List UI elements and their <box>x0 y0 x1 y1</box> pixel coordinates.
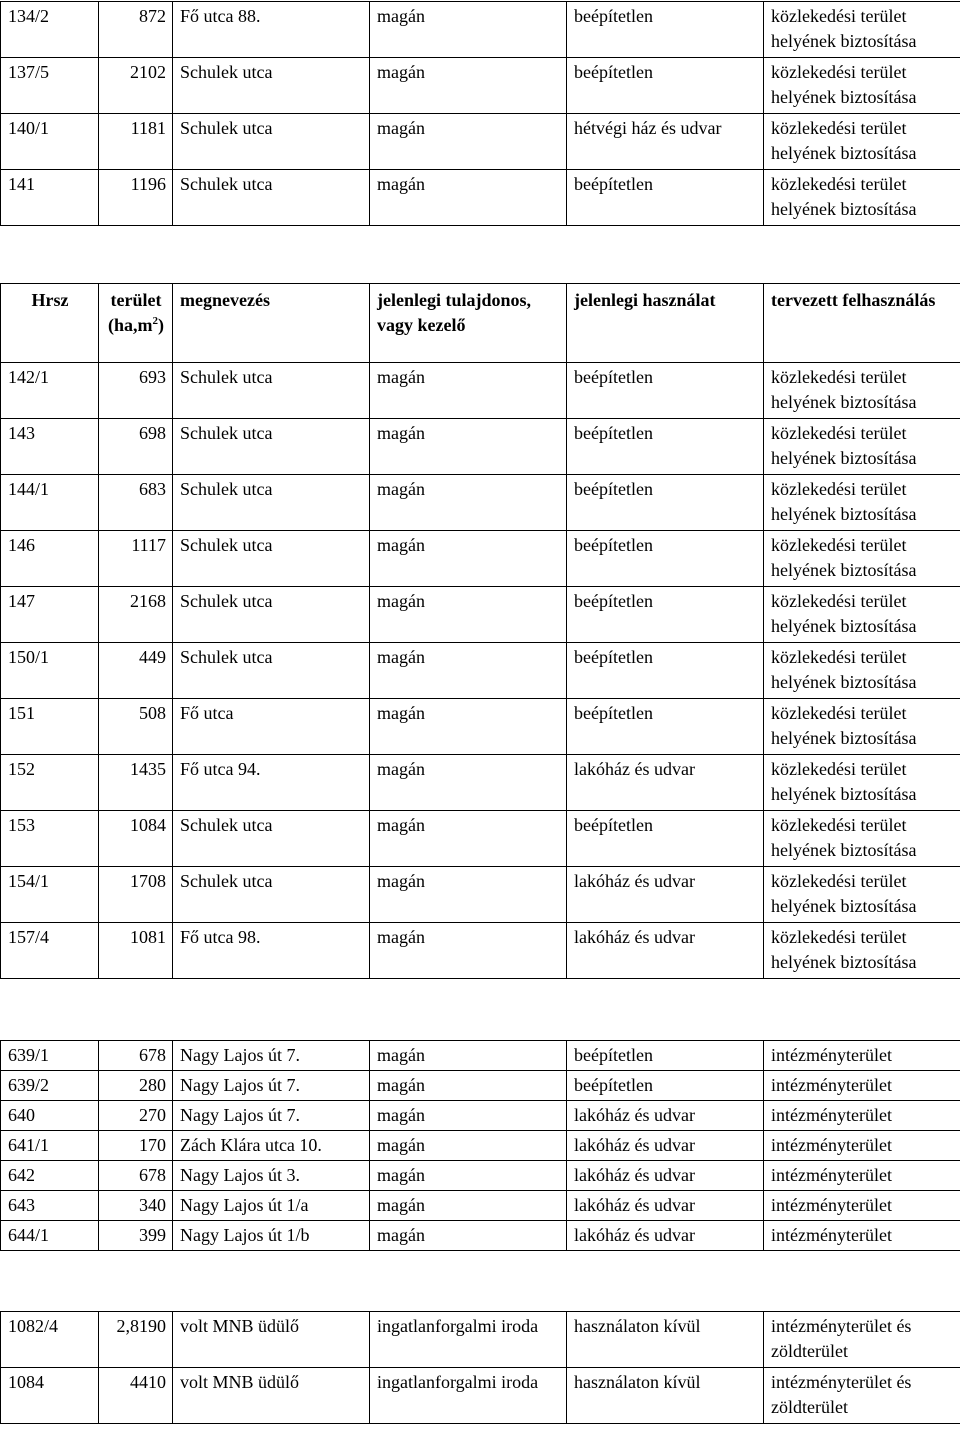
cell-current-use: lakóház és udvar <box>567 1191 764 1221</box>
cell-area: 678 <box>99 1041 173 1071</box>
cell-name: volt MNB üdülő <box>173 1312 370 1368</box>
table-row <box>1 419 960 475</box>
table-body <box>1 363 960 979</box>
cell-hrsz: 639/2 <box>1 1071 99 1101</box>
table-row <box>1 643 960 699</box>
cell-current-use: lakóház és udvar <box>567 1131 764 1161</box>
cell-planned-use: közlekedési terület helyének biztosítása <box>764 58 960 114</box>
cell-planned-use: közlekedési terület helyének biztosítása <box>764 867 960 923</box>
cell-name: Schulek utca <box>173 811 370 867</box>
table-row <box>1 531 960 587</box>
cell-area: 2,8190 <box>99 1312 173 1368</box>
cell-hrsz: 640 <box>1 1101 99 1131</box>
table-row <box>1 811 960 867</box>
cell-planned-use: intézményterület <box>764 1101 960 1131</box>
table-row <box>1 1161 960 1191</box>
cell-planned-use: közlekedési terület helyének biztosítása <box>764 587 960 643</box>
table-row <box>1 1368 960 1424</box>
table-row <box>1 867 960 923</box>
cell-planned-use: közlekedési terület helyének biztosítása <box>764 2 960 58</box>
cell-current-use: beépítetlen <box>567 1071 764 1101</box>
cell-hrsz: 152 <box>1 755 99 811</box>
cell-area: 1084 <box>99 811 173 867</box>
cell-current-use: beépítetlen <box>567 1041 764 1071</box>
cell-owner: magán <box>370 811 567 867</box>
cell-current-use: beépítetlen <box>567 531 764 587</box>
cell-owner: ingatlanforgalmi iroda <box>370 1368 567 1424</box>
cell-owner: magán <box>370 363 567 419</box>
cell-current-use: használaton kívül <box>567 1312 764 1368</box>
header-current-use: jelenlegi használat <box>567 284 764 363</box>
cell-name: Schulek utca <box>173 475 370 531</box>
cell-area: 1181 <box>99 114 173 170</box>
cell-owner: magán <box>370 643 567 699</box>
cell-area: 399 <box>99 1221 173 1251</box>
header-owner: jelenlegi tulajdonos, vagy kezelő <box>370 284 567 363</box>
table-row <box>1 587 960 643</box>
cell-planned-use: intézményterület <box>764 1161 960 1191</box>
cell-planned-use: közlekedési terület helyének biztosítása <box>764 755 960 811</box>
cell-planned-use: közlekedési terület helyének biztosítása <box>764 363 960 419</box>
cell-name: Schulek utca <box>173 643 370 699</box>
table-row <box>1 1191 960 1221</box>
cell-current-use: beépítetlen <box>567 587 764 643</box>
table-row <box>1 755 960 811</box>
cell-planned-use: intézményterület <box>764 1131 960 1161</box>
cell-hrsz: 150/1 <box>1 643 99 699</box>
cell-current-use: beépítetlen <box>567 170 764 226</box>
cell-owner: magán <box>370 1101 567 1131</box>
cell-current-use: beépítetlen <box>567 363 764 419</box>
cell-current-use: beépítetlen <box>567 58 764 114</box>
table-row <box>1 1221 960 1251</box>
cell-hrsz: 1084 <box>1 1368 99 1424</box>
cell-planned-use: közlekedési terület helyének biztosítása <box>764 811 960 867</box>
cell-area: 449 <box>99 643 173 699</box>
cell-planned-use: intézményterület <box>764 1041 960 1071</box>
cell-current-use: beépítetlen <box>567 699 764 755</box>
cell-hrsz: 146 <box>1 531 99 587</box>
cell-current-use: lakóház és udvar <box>567 1221 764 1251</box>
cell-hrsz: 140/1 <box>1 114 99 170</box>
cell-owner: magán <box>370 1161 567 1191</box>
cell-area: 508 <box>99 699 173 755</box>
table-body <box>1 1041 960 1251</box>
cell-name: volt MNB üdülő <box>173 1368 370 1424</box>
cell-planned-use: intézményterület <box>764 1071 960 1101</box>
cell-owner: magán <box>370 2 567 58</box>
table-row <box>1 2 960 58</box>
cell-owner: magán <box>370 475 567 531</box>
cell-planned-use: közlekedési terület helyének biztosítása <box>764 531 960 587</box>
cell-name: Fő utca <box>173 699 370 755</box>
cell-planned-use: közlekedési terület helyének biztosítása <box>764 699 960 755</box>
cell-hrsz: 151 <box>1 699 99 755</box>
header-area: terület $(ha,m^2)$ <box>99 284 173 363</box>
table-body <box>1 1312 960 1424</box>
cell-planned-use: intézményterület és zöldterület <box>764 1368 960 1424</box>
cell-hrsz: 642 <box>1 1161 99 1191</box>
cell-hrsz: 157/4 <box>1 923 99 979</box>
cell-hrsz: 154/1 <box>1 867 99 923</box>
cell-owner: ingatlanforgalmi iroda <box>370 1312 567 1368</box>
table-row <box>1 475 960 531</box>
cell-area: 270 <box>99 1101 173 1131</box>
parcel-table-2 <box>0 283 960 979</box>
cell-hrsz: 643 <box>1 1191 99 1221</box>
table-row <box>1 923 960 979</box>
cell-area: 1435 <box>99 755 173 811</box>
cell-owner: magán <box>370 1191 567 1221</box>
cell-name: Fő utca 98. <box>173 923 370 979</box>
cell-name: Schulek utca <box>173 114 370 170</box>
cell-owner: magán <box>370 114 567 170</box>
cell-current-use: beépítetlen <box>567 419 764 475</box>
cell-owner: magán <box>370 755 567 811</box>
cell-owner: magán <box>370 58 567 114</box>
cell-name: Schulek utca <box>173 531 370 587</box>
table-row <box>1 1071 960 1101</box>
cell-current-use: lakóház és udvar <box>567 867 764 923</box>
parcel-table-4 <box>0 1311 960 1424</box>
parcel-table-3 <box>0 1040 960 1251</box>
cell-name: Nagy Lajos út 1/b <box>173 1221 370 1251</box>
cell-hrsz: 142/1 <box>1 363 99 419</box>
cell-area: 1708 <box>99 867 173 923</box>
cell-current-use: lakóház és udvar <box>567 923 764 979</box>
table-header <box>1 284 960 363</box>
cell-owner: magán <box>370 699 567 755</box>
table-row <box>1 1131 960 1161</box>
cell-planned-use: intézményterület <box>764 1191 960 1221</box>
cell-area: 2168 <box>99 587 173 643</box>
cell-hrsz: 141 <box>1 170 99 226</box>
cell-name: Schulek utca <box>173 867 370 923</box>
cell-name: Zách Klára utca 10. <box>173 1131 370 1161</box>
table-row <box>1 114 960 170</box>
cell-owner: magán <box>370 531 567 587</box>
cell-hrsz: 137/5 <box>1 58 99 114</box>
cell-hrsz: 147 <box>1 587 99 643</box>
cell-area: 872 <box>99 2 173 58</box>
cell-hrsz: 644/1 <box>1 1221 99 1251</box>
cell-current-use: hétvégi ház és udvar <box>567 114 764 170</box>
cell-name: Schulek utca <box>173 419 370 475</box>
cell-planned-use: közlekedési terület helyének biztosítása <box>764 475 960 531</box>
cell-area: 340 <box>99 1191 173 1221</box>
cell-name: Nagy Lajos út 7. <box>173 1041 370 1071</box>
cell-area: 683 <box>99 475 173 531</box>
cell-area: 1196 <box>99 170 173 226</box>
cell-planned-use: közlekedési terület helyének biztosítása <box>764 419 960 475</box>
cell-owner: magán <box>370 1041 567 1071</box>
cell-name: Nagy Lajos út 7. <box>173 1071 370 1101</box>
cell-area: 2102 <box>99 58 173 114</box>
cell-name: Nagy Lajos út 3. <box>173 1161 370 1191</box>
cell-planned-use: közlekedési terület helyének biztosítása <box>764 114 960 170</box>
cell-owner: magán <box>370 587 567 643</box>
table-row <box>1 1101 960 1131</box>
cell-area: 698 <box>99 419 173 475</box>
cell-name: Nagy Lajos út 7. <box>173 1101 370 1131</box>
cell-owner: magán <box>370 419 567 475</box>
cell-area: 170 <box>99 1131 173 1161</box>
cell-planned-use: közlekedési terület helyének biztosítása <box>764 170 960 226</box>
cell-name: Nagy Lajos út 1/a <box>173 1191 370 1221</box>
cell-name: Fő utca 88. <box>173 2 370 58</box>
cell-planned-use: intézményterület <box>764 1221 960 1251</box>
table-row <box>1 699 960 755</box>
cell-owner: magán <box>370 867 567 923</box>
table-body <box>1 2 960 226</box>
cell-planned-use: közlekedési terület helyének biztosítása <box>764 923 960 979</box>
cell-owner: magán <box>370 1221 567 1251</box>
cell-current-use: beépítetlen <box>567 643 764 699</box>
cell-hrsz: 1082/4 <box>1 1312 99 1368</box>
cell-name: Fő utca 94. <box>173 755 370 811</box>
table-row <box>1 363 960 419</box>
cell-hrsz: 153 <box>1 811 99 867</box>
cell-area: 693 <box>99 363 173 419</box>
table-row <box>1 170 960 226</box>
cell-area: 1081 <box>99 923 173 979</box>
cell-area: 280 <box>99 1071 173 1101</box>
cell-owner: magán <box>370 923 567 979</box>
cell-current-use: lakóház és udvar <box>567 755 764 811</box>
cell-area: 4410 <box>99 1368 173 1424</box>
cell-area: 1117 <box>99 531 173 587</box>
cell-planned-use: intézményterület és zöldterület <box>764 1312 960 1368</box>
table-row <box>1 1041 960 1071</box>
cell-current-use: beépítetlen <box>567 811 764 867</box>
cell-hrsz: 639/1 <box>1 1041 99 1071</box>
cell-hrsz: 144/1 <box>1 475 99 531</box>
cell-hrsz: 134/2 <box>1 2 99 58</box>
table-row <box>1 1312 960 1368</box>
cell-owner: magán <box>370 170 567 226</box>
cell-owner: magán <box>370 1131 567 1161</box>
cell-hrsz: 143 <box>1 419 99 475</box>
cell-name: Schulek utca <box>173 363 370 419</box>
cell-owner: magán <box>370 1071 567 1101</box>
header-planned-use: tervezett felhasználás <box>764 284 960 363</box>
cell-current-use: lakóház és udvar <box>567 1101 764 1131</box>
parcel-table-1 <box>0 1 960 226</box>
cell-name: Schulek utca <box>173 587 370 643</box>
cell-current-use: lakóház és udvar <box>567 1161 764 1191</box>
table-row <box>1 58 960 114</box>
cell-name: Schulek utca <box>173 58 370 114</box>
cell-hrsz: 641/1 <box>1 1131 99 1161</box>
cell-area: 678 <box>99 1161 173 1191</box>
header-name: megnevezés <box>173 284 370 363</box>
cell-planned-use: közlekedési terület helyének biztosítása <box>764 643 960 699</box>
cell-current-use: beépítetlen <box>567 2 764 58</box>
header-hrsz: Hrsz <box>1 284 99 363</box>
cell-name: Schulek utca <box>173 170 370 226</box>
cell-current-use: beépítetlen <box>567 475 764 531</box>
cell-current-use: használaton kívül <box>567 1368 764 1424</box>
